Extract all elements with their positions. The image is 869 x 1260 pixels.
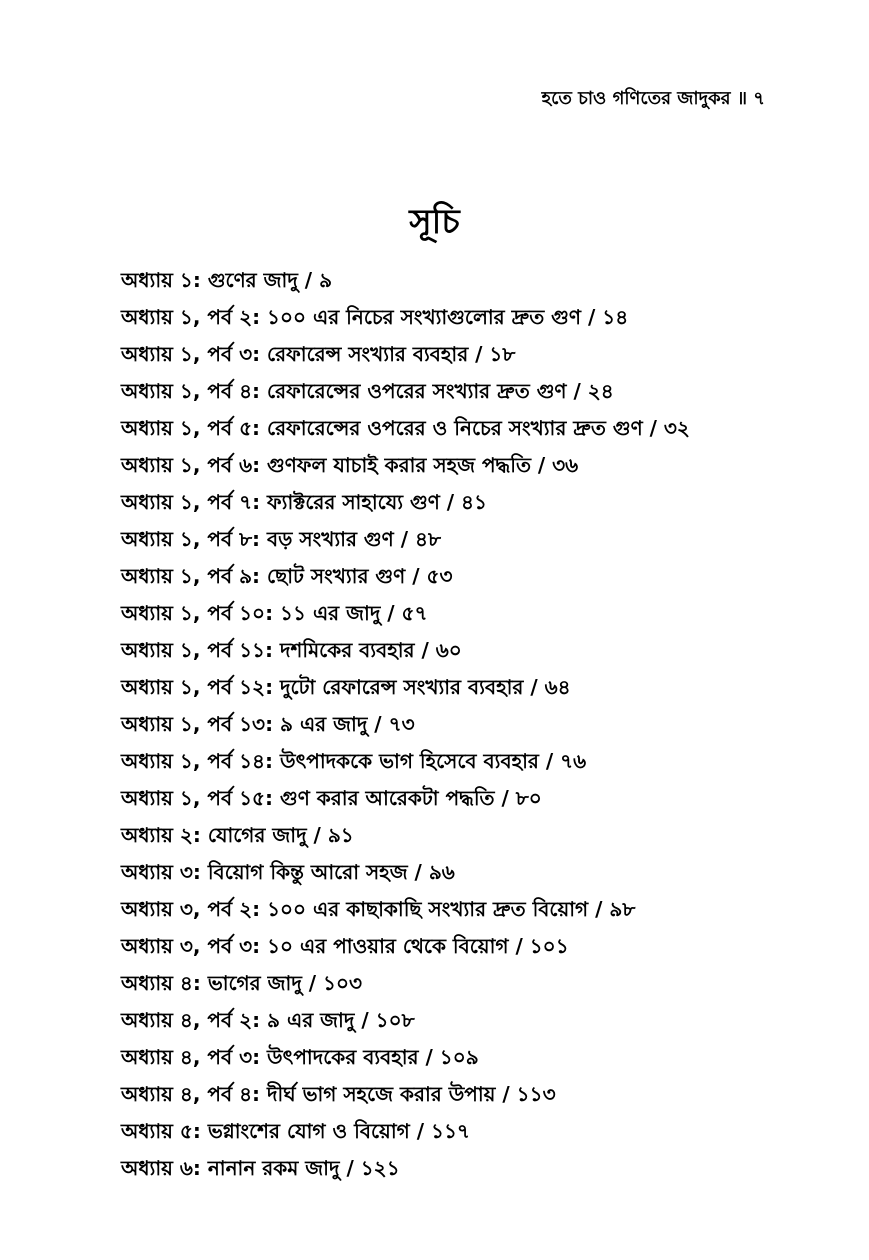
toc-entry: অধ্যায় ১: গুণের জাদু / ৯ [121, 268, 333, 292]
toc-entry: অধ্যায় ১, পর্ব ১৩: ৯ এর জাদু / ৭৩ [121, 712, 415, 736]
toc-entry: অধ্যায় ৩, পর্ব ৩: ১০ এর পাওয়ার থেকে বিয়োগ / ১০১ [121, 934, 569, 958]
toc-entry: অধ্যায় ৪, পর্ব ৪: দীর্ঘ ভাগ সহজে করার উপায় / ১১৩ [121, 1082, 556, 1106]
toc-entry: অধ্যায় ৬: নানান রকম জাদু / ১২১ [121, 1156, 400, 1180]
toc-entry: অধ্যায় ১, পর্ব ৬: গুণফল যাচাই করার সহজ পদ্ধতি / ৩৬ [121, 453, 579, 477]
toc-entry: অধ্যায় ৩, পর্ব ২: ১০০ এর কাছাকাছি সংখ্যার দ্রুত বিয়োগ / ৯৮ [121, 897, 636, 921]
toc-entry: অধ্যায় ৪, পর্ব ৩: উৎপাদকের ব্যবহার / ১০৯ [121, 1045, 479, 1069]
toc-entry: অধ্যায় ১, পর্ব ৯: ছোট সংখ্যার গুণ / ৫৩ [121, 564, 453, 588]
table-of-contents [121, 262, 829, 1187]
toc-entry: অধ্যায় ১, পর্ব ১২: দুটো রেফারেন্স সংখ্যার ব্যবহার / ৬৪ [121, 675, 571, 699]
toc-entry: অধ্যায় ৫: ভগ্নাংশের যোগ ও বিয়োগ / ১১৭ [121, 1119, 470, 1143]
toc-entry: অধ্যায় ৪, পর্ব ২: ৯ এর জাদু / ১০৮ [121, 1008, 415, 1032]
running-header: হতে চাও গণিতের জাদুকর ॥ ৭ [541, 88, 765, 109]
page-title: সূচি [409, 202, 460, 242]
toc-entry: অধ্যায় ১, পর্ব ৭: ফ্যাক্টরের সাহায্যে গুণ / ৪১ [121, 490, 487, 514]
toc-entry: অধ্যায় ১, পর্ব ১৪: উৎপাদককে ভাগ হিসেবে ব্যবহার / ৭৬ [121, 749, 587, 773]
toc-entry: অধ্যায় ৩: বিয়োগ কিন্তু আরো সহজ / ৯৬ [121, 860, 455, 884]
toc-entry: অধ্যায় ১, পর্ব ২: ১০০ এর নিচের সংখ্যাগুলোর দ্রুত গুণ / ১৪ [121, 305, 629, 329]
toc-entry: অধ্যায় ১, পর্ব ৫: রেফারেন্সের ওপরের ও নিচের সংখ্যার দ্রুত গুণ / ৩২ [121, 416, 690, 440]
toc-entry: অধ্যায় ১, পর্ব ১১: দশমিকের ব্যবহার / ৬০ [121, 638, 462, 662]
toc-entry: অধ্যায় ২: যোগের জাদু / ৯১ [121, 823, 354, 847]
toc-entry: অধ্যায় ৪: ভাগের জাদু / ১০৩ [121, 971, 363, 995]
toc-entry: অধ্যায় ১, পর্ব ১০: ১১ এর জাদু / ৫৭ [121, 601, 428, 625]
toc-entry: অধ্যায় ১, পর্ব ৩: রেফারেন্স সংখ্যার ব্যবহার / ১৮ [121, 342, 516, 366]
toc-entry: অধ্যায় ১, পর্ব ৪: রেফারেন্সের ওপরের সংখ্যার দ্রুত গুণ / ২৪ [121, 379, 614, 403]
toc-entry: অধ্যায় ১, পর্ব ১৫: গুণ করার আরেকটা পদ্ধতি / ৮০ [121, 786, 542, 810]
toc-entry: অধ্যায় ১, পর্ব ৮: বড় সংখ্যার গুণ / ৪৮ [121, 527, 441, 551]
